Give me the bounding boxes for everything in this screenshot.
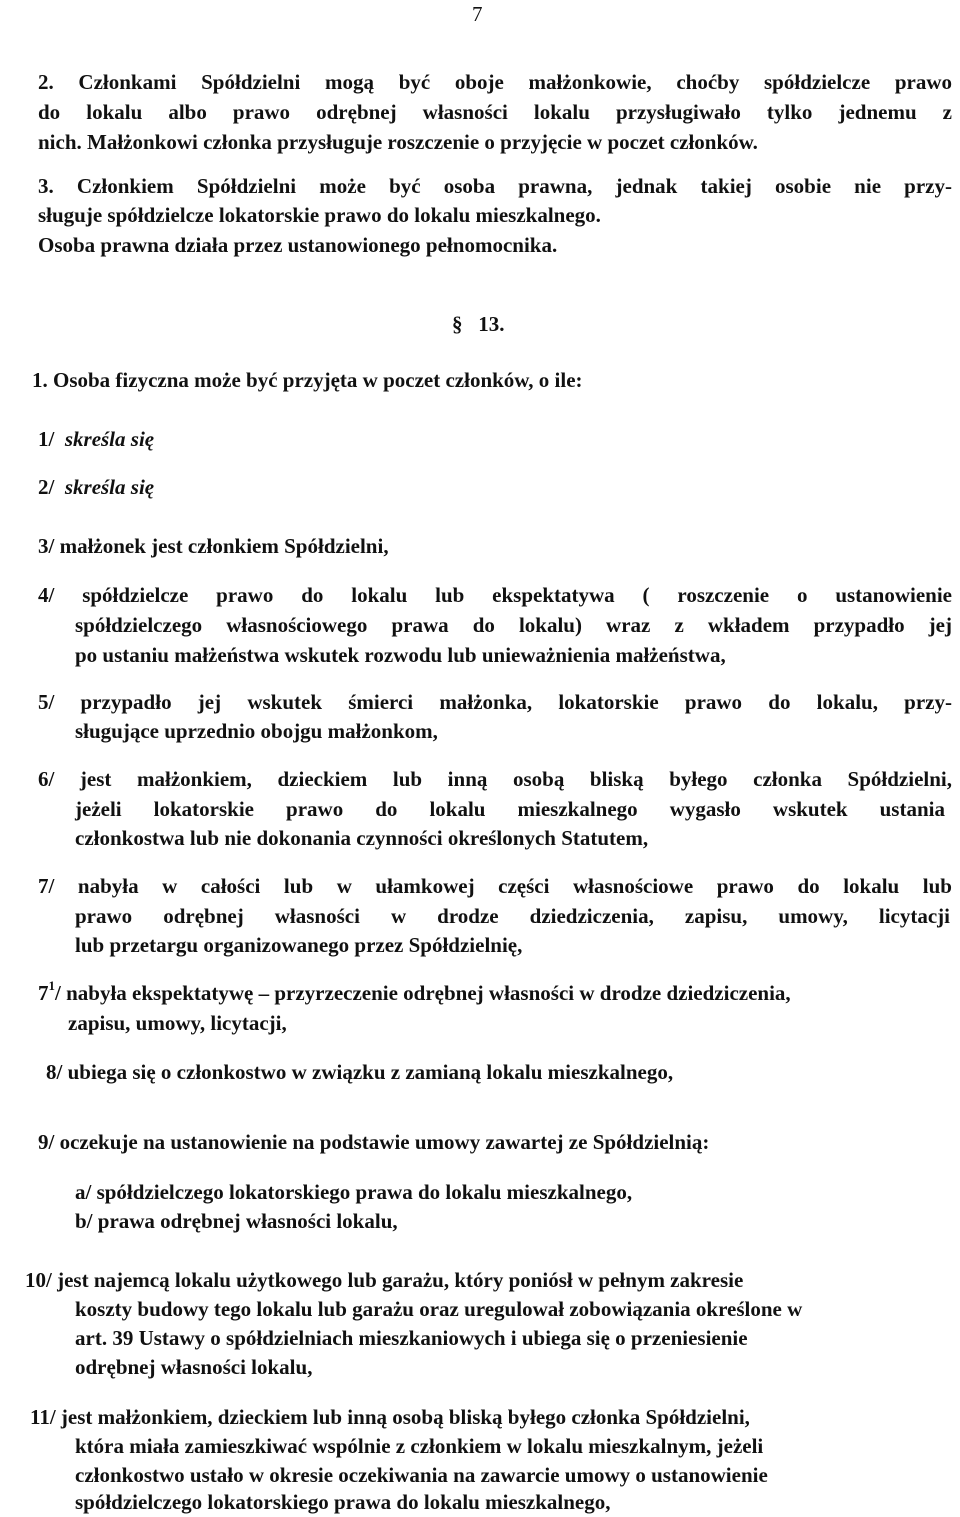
item-6-line-2: jeżeli lokatorskie prawo do lokalu mieszkalnego wygasło wskutek ustania <box>75 797 945 821</box>
p2-line-3: nich. Małżonkowi członka przysługuje roszczenie o przyjęcie w poczet członków. <box>38 130 758 154</box>
item-1-number: 1/ <box>38 427 55 451</box>
item-8: 8/ ubiega się o członkostwo w związku z zamianą lokalu mieszkalnego, <box>46 1060 674 1084</box>
item-10-line-3: art. 39 Ustawy o spółdzielniach mieszkaniowych i ubiega się o przeniesienie <box>75 1326 748 1350</box>
section-symbol: § <box>452 312 463 336</box>
p2-line-2: do lokalu albo prawo odrębnej własności lokalu przysługiwało tylko jednemu z <box>38 100 952 124</box>
item-4-line-3: po ustaniu małżeństwa wskutek rozwodu lub unieważnienia małżeństwa, <box>75 643 726 667</box>
item-5-line-1: 5/ przypadło jej wskutek śmierci małżonka, lokatorskie prawo do lokalu, przy- <box>38 690 952 714</box>
page-number: 7 <box>472 2 483 26</box>
p3-line-2: sługuje spółdzielcze lokatorskie prawo do lokalu mieszkalnego. <box>38 203 601 227</box>
section-heading <box>452 310 505 339</box>
item-2-text: skreśla się <box>64 475 155 499</box>
item-1-text: skreśla się <box>64 427 155 451</box>
p3-line-3: Osoba prawna działa przez ustanowionego pełnomocnika. <box>38 233 558 257</box>
item-9: 9/ oczekuje na ustanowienie na podstawie umowy zawartej ze Spółdzielnią: <box>38 1130 710 1154</box>
item-11-line-3: członkostwo ustało w okresie oczekiwania na zawarcie umowy o ustanowienie <box>75 1463 768 1487</box>
item-11-line-2: która miała zamieszkiwać wspólnie z członkiem w lokalu mieszkalnym, jeżeli <box>75 1434 764 1458</box>
section-number: 13. <box>478 312 505 336</box>
item-3: 3/ małżonek jest członkiem Spółdzielni, <box>38 534 389 558</box>
item-7a-text: / nabyła ekspektatywę – przyrzeczenie odrębnej własności w drodze dziedziczenia, <box>55 981 791 1005</box>
item-9b: b/ prawa odrębnej własności lokalu, <box>75 1209 398 1233</box>
item-4-line-1: 4/ spółdzielcze prawo do lokalu lub ekspektatywa ( roszczenie o ustanowienie <box>38 583 952 607</box>
item-10-line-2: koszty budowy tego lokalu lub garażu oraz uregulował zobowiązania określone w <box>75 1297 803 1321</box>
section-intro: 1. Osoba fizyczna może być przyjęta w poczet członków, o ile: <box>32 368 583 392</box>
item-7-line-1: 7/ nabyła w całości lub w ułamkowej części własnościowe prawo do lokalu lub <box>38 874 952 898</box>
item-7a-number: 7 <box>38 981 49 1005</box>
item-11-line-4: spółdzielczego lokatorskiego prawa do lokalu mieszkalnego, <box>75 1490 611 1514</box>
item-7-line-2: prawo odrębnej własności w drodze dziedziczenia, zapisu, umowy, licytacji <box>75 904 950 928</box>
item-1 <box>38 425 154 454</box>
item-7a-superscript: 1 <box>48 978 55 993</box>
item-7-line-3: lub przetargu organizowanego przez Spółdzielnię, <box>75 933 523 957</box>
item-6-line-1: 6/ jest małżonkiem, dzieckiem lub inną osobą bliską byłego członka Spółdzielni, <box>38 767 952 791</box>
p2-line-1: 2. Członkami Spółdzielni mogą być oboje małżonkowie, choćby spółdzielcze prawo <box>38 70 952 94</box>
item-7a-line-2: zapisu, umowy, licytacji, <box>68 1011 287 1035</box>
item-2 <box>38 473 154 502</box>
item-6-line-3: członkostwa lub nie dokonania czynności określonych Statutem, <box>75 826 649 850</box>
item-5-line-2: sługujące uprzednio obojgu małżonkom, <box>75 719 438 743</box>
item-11-line-1: 11/ jest małżonkiem, dzieckiem lub inną osobą bliską byłego członka Spółdzielni, <box>30 1405 750 1429</box>
item-10-line-4: odrębnej własności lokalu, <box>75 1355 313 1379</box>
item-4-line-2: spółdzielczego własnościowego prawa do lokalu) wraz z wkładem przypadło jej <box>75 613 952 637</box>
item-7a-line-1 <box>38 979 791 1008</box>
item-10-line-1: 10/ jest najemcą lokalu użytkowego lub garażu, który poniósł w pełnym zakresie <box>25 1268 744 1292</box>
item-2-number: 2/ <box>38 475 55 499</box>
item-9a: a/ spółdzielczego lokatorskiego prawa do lokalu mieszkalnego, <box>75 1180 633 1204</box>
p3-line-1: 3. Członkiem Spółdzielni może być osoba prawna, jednak takiej osobie nie przy- <box>38 174 952 198</box>
